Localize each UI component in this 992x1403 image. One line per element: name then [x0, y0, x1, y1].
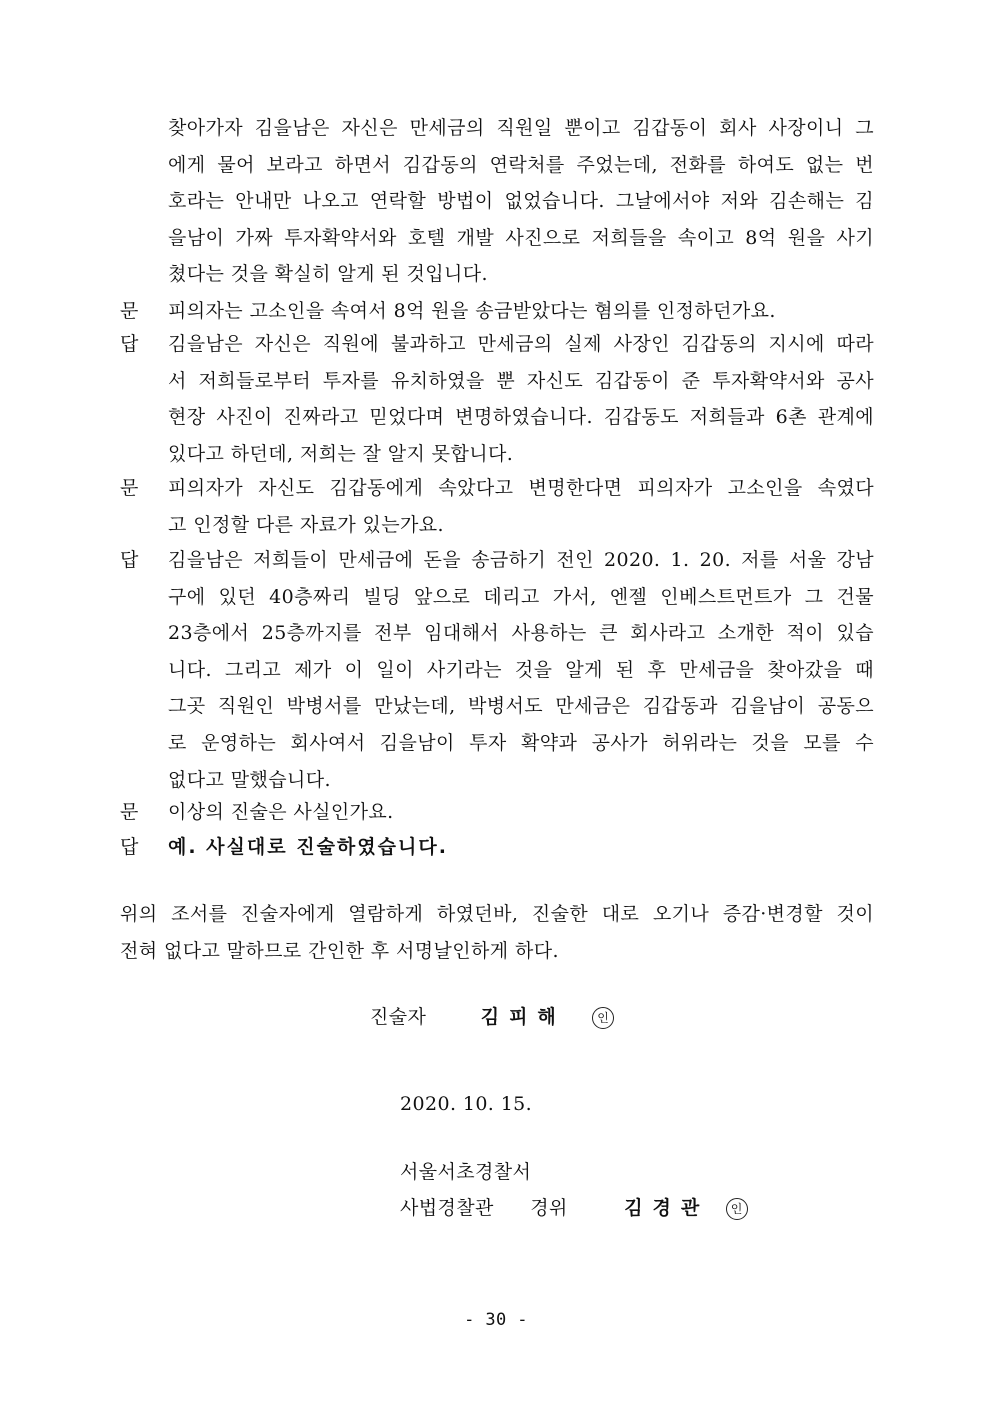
seal-icon: 인 [726, 1198, 748, 1220]
paragraph-line: 을남이 가짜 투자확약서와 호텔 개발 사진으로 저희들을 속이고 8억 원을 사기 [168, 226, 874, 249]
paragraph-line: 쳤다는 것을 확실히 알게 된 것입니다. [168, 263, 488, 286]
answer-line: 없다고 말했습니다. [168, 768, 331, 791]
question-line: 고 인정할 다른 자료가 있는가요. [168, 513, 445, 536]
officer-title: 사법경찰관 [400, 1197, 494, 1219]
declarant-name: 김피해 [480, 1006, 566, 1028]
question-mark: 문 [120, 801, 139, 823]
officer-signature [400, 1190, 748, 1226]
answer-line: 로 운영하는 회사여서 김을남이 투자 확약과 공사가 허위라는 것을 모를 수 [168, 731, 874, 754]
answer-line: 니다. 그리고 제가 이 일이 사기라는 것을 알게 된 후 만세금을 찾아갔을 때 [168, 658, 874, 681]
answer-mark: 답 [120, 836, 139, 858]
answer-line: 그곳 직원인 박병서를 만났는데, 박병서도 만세금은 김갑동과 김을남이 공동으 [168, 695, 874, 718]
seal-icon: 인 [592, 1007, 614, 1029]
declarant-signature [370, 999, 614, 1035]
statement-date: 2020. 10. 15. [400, 1093, 533, 1115]
page-number: - 30 - [464, 1310, 528, 1330]
answer-line: 현장 사진이 진짜라고 믿었다며 변명하였습니다. 김갑동도 저희들과 6촌 관계에 [168, 406, 874, 429]
answer-line: 23층에서 25층까지를 전부 임대해서 사용하는 큰 회사라고 소개한 적이 있습 [168, 622, 874, 645]
question-line: 피의자가 자신도 김갑동에게 속았다고 변명한다면 피의자가 고소인을 속였다 [168, 477, 874, 499]
answer-line: 김을남은 저희들이 만세금에 돈을 송금하기 전인 2020. 1. 20. 저를 서울 강남 [168, 549, 874, 571]
paragraph-line: 찾아가자 김을남은 자신은 만세금의 직원일 뿐이고 김갑동이 회사 사장이니 그 [168, 117, 874, 139]
answer-line: 김을남은 자신은 직원에 불과하고 만세금의 실제 사장인 김갑동의 지시에 따라 [168, 333, 874, 355]
agency-name: 서울서초경찰서 [400, 1161, 532, 1183]
answer-line: 서 저희들로부터 투자를 유치하였을 뿐 자신도 김갑동이 준 투자확약서와 공사 [168, 369, 874, 392]
handwritten-answer: 예. 사실대로 진술하였습니다. [168, 836, 448, 858]
closing-line: 전혀 없다고 말하므로 간인한 후 서명날인하게 하다. [120, 939, 559, 962]
closing-line: 위의 조서를 진술자에게 열람하게 하였던바, 진술한 대로 오기나 증감·변경할 것이 [120, 903, 874, 925]
declarant-label: 진술자 [370, 1006, 427, 1028]
question-line: 이상의 진술은 사실인가요. [168, 801, 394, 823]
question-mark: 문 [120, 477, 139, 499]
closing-statement [120, 896, 874, 969]
question-line: 피의자는 고소인을 속여서 8억 원을 송금받았다는 혐의를 인정하던가요. [168, 300, 776, 322]
paragraph-line: 호라는 안내만 나오고 연락할 방법이 없었습니다. 그날에서야 저와 김손해는 김 [168, 190, 874, 213]
officer-rank: 경위 [530, 1197, 568, 1219]
answer-mark: 답 [120, 333, 139, 355]
answer-line: 있다고 하던데, 저희는 잘 알지 못합니다. [168, 442, 514, 465]
paragraph-line: 에게 물어 보라고 하면서 김갑동의 연락처를 주었는데, 전화를 하여도 없는 번 [168, 153, 874, 176]
question-mark: 문 [120, 300, 139, 322]
answer-line: 구에 있던 40층짜리 빌딩 앞으로 데리고 가서, 엔젤 인베스트먼트가 그 건물 [168, 585, 874, 608]
answer-mark: 답 [120, 549, 139, 571]
officer-name: 김경관 [624, 1197, 710, 1219]
opening-paragraph [168, 110, 874, 293]
